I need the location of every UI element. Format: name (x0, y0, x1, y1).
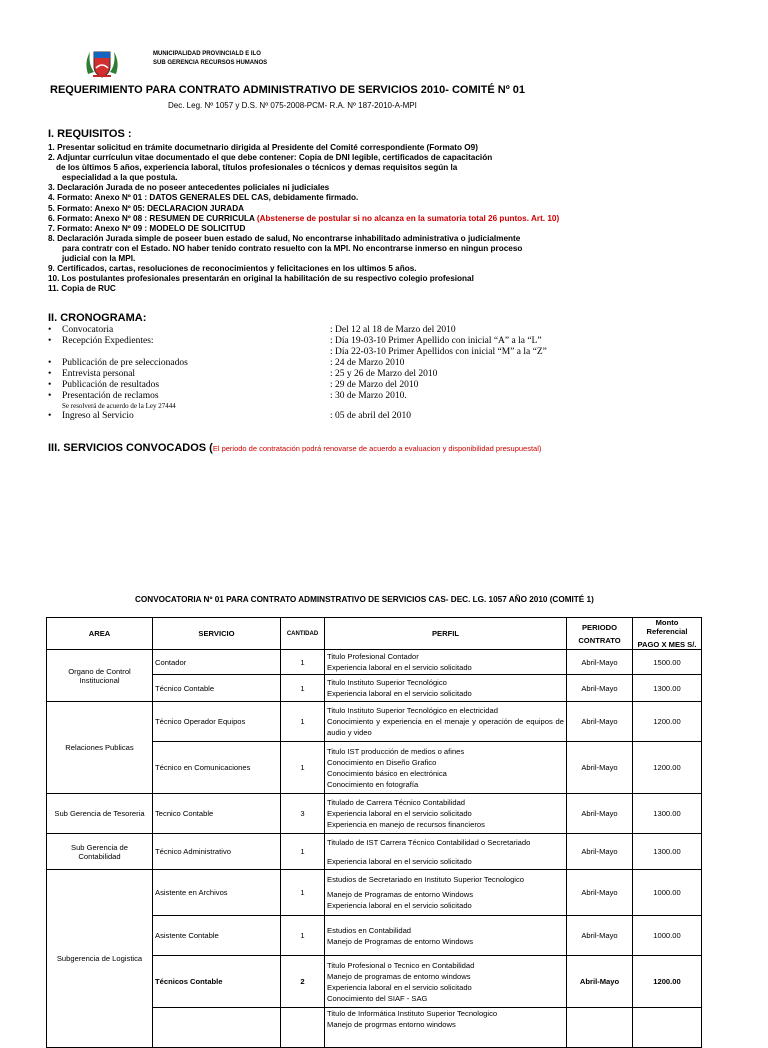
table-row (47, 702, 702, 742)
header-cantidad: CANTIDAD (281, 618, 325, 650)
cantidad-cell: 1 (281, 834, 325, 870)
perfil-line: Titulo Profesional Contador (327, 652, 419, 661)
bullet-icon: • (48, 411, 52, 421)
monto-cell: 1000.00 (633, 916, 702, 956)
servicio-cell: Técnicos Contable (153, 956, 281, 1008)
servicio-cell: Tecnico Contable (153, 794, 281, 834)
list-item (48, 325, 468, 336)
servicio-cell: Técnico Contable (153, 675, 281, 702)
requisitos-heading: I. REQUISITOS : (48, 128, 132, 140)
header-monto-line2: PAGO X MES S/. (637, 640, 697, 649)
document-subtitle: Dec. Leg. Nº 1057 y D.S. Nº 075-2008-PCM- R.A. Nº 187-2010-A-MPI (168, 101, 417, 110)
services-table (46, 617, 702, 1048)
monto-cell: 1000.00 (633, 870, 702, 916)
perfil-cell (325, 1008, 567, 1048)
monto-cell: 1200.00 (633, 956, 702, 1008)
servicio-cell: Asistente en Archivos (153, 870, 281, 916)
servicio-cell: Técnico Administrativo (153, 834, 281, 870)
servicio-cell (153, 1008, 281, 1048)
schedule-value: : 30 de Marzo 2010. (330, 391, 407, 401)
header-periodo (567, 618, 633, 650)
list-item: 4. Formato: Anexo Nº 01 : DATOS GENERALES DEL CAS, debidamente firmado. (48, 193, 359, 203)
cantidad-cell: 1 (281, 870, 325, 916)
header-periodo-line1: PERIODO (581, 622, 618, 632)
schedule-label: Publicación de pre seleccionados (62, 358, 188, 368)
perfil-cell (325, 650, 567, 675)
list-item: 7. Formato: Anexo Nº 09 : MODELO DE SOLICITUD (48, 223, 246, 233)
perfil-line: Experiencia laboral en el servicio solicitado (327, 663, 472, 672)
bullet-icon: • (48, 336, 52, 346)
perfil-cell (325, 794, 567, 834)
servicios-note: El periodo de contratación podrá renovarse de acuerdo a evaluacion y disponibilidad presupuestal) (212, 444, 542, 453)
list-item: especialidad a la que postula. (62, 173, 178, 183)
perfil-cell (325, 916, 567, 956)
periodo-cell: Abril-Mayo (567, 916, 633, 956)
schedule-label: Recepción Expedientes: (62, 336, 154, 346)
list-item (48, 380, 468, 391)
list-item: 2. Adjuntar currículun vitae documentado el que debe contener: Copia de DNI legible, certificados de capacitación (48, 153, 493, 163)
cantidad-cell: 1 (281, 742, 325, 794)
schedule-value: : 29 de Marzo del 2010 (330, 380, 419, 390)
area-cell: Organo de Control Institucional (47, 650, 153, 702)
perfil-cell (325, 956, 567, 1008)
perfil-line: Experiencia laboral en el servicio solicitado (327, 809, 472, 818)
periodo-cell: Abril-Mayo (567, 650, 633, 675)
list-item: judicial con la MPI. (62, 254, 136, 264)
schedule-label: Publicación de resultados (62, 380, 160, 390)
department-name: SUB GERENCIA RECURSOS HUMANOS (153, 60, 268, 66)
area-cell: Subgerencia de Logistica (47, 870, 153, 1048)
perfil-line: Manejo de programas de entorno windows (327, 971, 471, 981)
list-item (48, 391, 468, 402)
perfil-line: Manejo de Programas de entorno Windows (327, 936, 474, 946)
bullet-icon: • (48, 391, 52, 401)
monto-cell: 1200.00 (633, 742, 702, 794)
list-item (48, 347, 547, 358)
periodo-cell: Abril-Mayo (567, 834, 633, 870)
perfil-line: Experiencia laboral en el servicio solicitado (327, 982, 472, 992)
perfil-line: Titulo de Informática Instituto Superior Tecnologico (327, 1009, 498, 1018)
schedule-label: Convocatoria (62, 325, 114, 335)
header-perfil: PERFIL (325, 618, 567, 650)
list-item (48, 336, 542, 347)
header-monto-line1: Monto Referencial (646, 618, 688, 636)
periodo-cell: Abril-Mayo (567, 870, 633, 916)
table-row (47, 794, 702, 834)
periodo-cell: Abril-Mayo (567, 742, 633, 794)
municipality-logo (84, 48, 120, 80)
monto-cell: 1300.00 (633, 675, 702, 702)
schedule-label: Ingreso al Servicio (62, 411, 134, 421)
list-item: 11. Copia de RUC (48, 284, 116, 294)
servicio-cell: Contador (153, 650, 281, 675)
cronograma-list (48, 325, 547, 422)
table-row (47, 870, 702, 916)
perfil-line: Estudios en Contabilidad (327, 925, 412, 935)
header-periodo-line2: CONTRATO (578, 635, 621, 645)
periodo-cell: Abril-Mayo (567, 702, 633, 742)
list-item: 10. Los postulantes profesionales presentarán en original la habilitación de su respectivo colegio profesional (48, 274, 474, 284)
area-cell: Sub Gerencia de Contabilidad (47, 834, 153, 870)
monto-cell (633, 1008, 702, 1048)
perfil-line: Conocimiento en Diseño Grafico (327, 757, 437, 767)
perfil-line: Titulo Profesional o Tecnico en Contabilidad (327, 960, 475, 970)
perfil-line: Titulado de IST Carrera Técnico Contabilidad o Secretariado (327, 837, 531, 847)
bullet-icon: • (48, 358, 52, 368)
periodo-cell (567, 1008, 633, 1048)
perfil-line: Titulo Instituto Superior Tecnológico en electricidad (327, 706, 498, 715)
schedule-value: : Día 22-03-10 Primer Apellidos con inicial “M” a la “Z” (330, 347, 547, 357)
list-item: de los ùltimos 5 años, experiencia laboral, títulos profesionales o técnicos y demas requisitos según la (56, 163, 458, 173)
periodo-cell: Abril-Mayo (567, 956, 633, 1008)
cantidad-cell: 1 (281, 650, 325, 675)
document-title: REQUERIMIENTO PARA CONTRATO ADMINISTRATIVO DE SERVICIOS 2010- COMITÉ Nº 01 (50, 84, 526, 96)
schedule-label: Presentación de reclamos (62, 391, 159, 401)
monto-cell: 1200.00 (633, 702, 702, 742)
cantidad-cell: 2 (281, 956, 325, 1008)
perfil-line: Experiencia laboral en el servicio solicitado (327, 901, 472, 910)
perfil-cell (325, 742, 567, 794)
header-area: AREA (47, 618, 153, 650)
list-item: para contratr con el Estado. NO haber tenido contrato resuelto con la MPI. No encontrarse inmerso en ningun proceso (62, 243, 523, 253)
perfil-cell (325, 675, 567, 702)
servicio-cell: Técnico en Comunicaciones (153, 742, 281, 794)
cantidad-cell: 1 (281, 916, 325, 956)
header-monto (633, 618, 702, 650)
perfil-line: Manejo de Programas de entorno Windows (327, 890, 474, 899)
convocatoria-title: CONVOCATORIA Nº 01 PARA CONTRATO ADMINSTRATIVO DE SERVICIOS CAS- DEC. LG. 1057 AÑO 2010 (COMITÉ 1) (135, 595, 594, 604)
schedule-value: : 05 de abril del 2010 (330, 411, 411, 421)
area-cell: Sub Gerencia de Tesoreria (47, 794, 153, 834)
monto-cell: 1500.00 (633, 650, 702, 675)
list-item: 1. Presentar solicitud en trámite documetnario dirigida al Presidente del Comité correspondiente (Formato O9) (48, 143, 478, 152)
servicio-cell: Técnico Operador Equipos (153, 702, 281, 742)
servicios-heading (48, 442, 541, 454)
warning-note: (Abstenerse de postular si no alcanza en la sumatoria total 26 puntos. Art. 10) (256, 213, 560, 223)
list-item-text: 6. Formato: Anexo Nº 08 : RESUMEN DE CURRICULA (48, 213, 255, 223)
list-item: 8. Declaración Jurada simple de poseer buen estado de salud, No encontrarse inhabilitado administrativa o judicialmente (48, 233, 521, 243)
perfil-line: Experiencia laboral en el servicio solicitado (327, 689, 472, 698)
schedule-value: : 25 y 26 de Marzo del 2010 (330, 369, 438, 379)
perfil-line: Experiencia en manejo de recursos financieros (327, 820, 485, 829)
cantidad-cell (281, 1008, 325, 1048)
perfil-line: Conocimiento en fotografía (327, 779, 419, 789)
periodo-cell: Abril-Mayo (567, 794, 633, 834)
cronograma-heading: II. CRONOGRAMA: (48, 312, 147, 324)
cantidad-cell: 1 (281, 675, 325, 702)
perfil-line: Experiencia laboral en el servicio solicitado (327, 856, 472, 866)
schedule-value: : Día 19-03-10 Primer Apellido con inicial “A” a la “L” (330, 336, 542, 346)
header-servicio: SERVICIO (153, 618, 281, 650)
schedule-value: : Del 12 al 18 de Marzo del 2010 (330, 325, 456, 335)
requisitos-list (48, 143, 608, 294)
servicio-cell: Asistente Contable (153, 916, 281, 956)
monto-cell: 1300.00 (633, 834, 702, 870)
servicios-heading-text: III. SERVICIOS CONVOCADOS ( (48, 442, 213, 454)
list-item (48, 358, 468, 369)
perfil-line: Titulo IST producción de medios o afines (327, 746, 465, 756)
table-header-row (47, 618, 702, 650)
perfil-line: Conocimiento básico en electrónica (327, 768, 447, 778)
perfil-line: Estudios de Secretariado en Instituto Superior Tecnologico (327, 875, 524, 884)
bullet-icon: • (48, 369, 52, 379)
schedule-label: Entrevista personal (62, 369, 136, 379)
list-item: 5. Formato: Anexo Nº 05: DECLARACION JURADA (48, 203, 245, 213)
schedule-note: Se resolverá de acuerdo de la Ley 27444 (62, 402, 176, 410)
periodo-cell: Abril-Mayo (567, 675, 633, 702)
perfil-line: Conocimiento del SIAF - SAG (327, 993, 428, 1003)
perfil-line: Conocimiento y experiencia en el menaje y operación de equipos de audio y video (327, 717, 564, 737)
table-row (47, 834, 702, 870)
list-item (48, 214, 608, 224)
bullet-icon: • (48, 380, 52, 390)
list-item (48, 411, 468, 422)
perfil-line: Manejo de progrmas entorno windows (327, 1020, 456, 1029)
monto-cell: 1300.00 (633, 794, 702, 834)
bullet-icon: • (48, 325, 52, 335)
schedule-value: : 24 de Marzo 2010 (330, 358, 405, 368)
area-cell: Relaciones Publicas (47, 702, 153, 794)
perfil-line: Titulado de Carrera Técnico Contabilidad (327, 798, 466, 807)
perfil-line: Titulo Instituto Superior Tecnológico (327, 678, 447, 687)
list-item: 9. Certificados, cartas, resoluciones de reconocimientos y felicitaciones en los ultimos 5 años. (48, 264, 417, 274)
institution-name: MUNICIPALIDAD PROVINCIALD E ILO (153, 51, 261, 57)
perfil-cell (325, 870, 567, 916)
cantidad-cell: 1 (281, 702, 325, 742)
perfil-cell (325, 834, 567, 870)
list-item: 3. Declaración Jurada de no poseer antecedentes policiales ni judiciales (48, 183, 330, 193)
cantidad-cell: 3 (281, 794, 325, 834)
list-item (48, 369, 468, 380)
institution-header (153, 50, 267, 68)
table-row (47, 650, 702, 675)
perfil-cell (325, 702, 567, 742)
